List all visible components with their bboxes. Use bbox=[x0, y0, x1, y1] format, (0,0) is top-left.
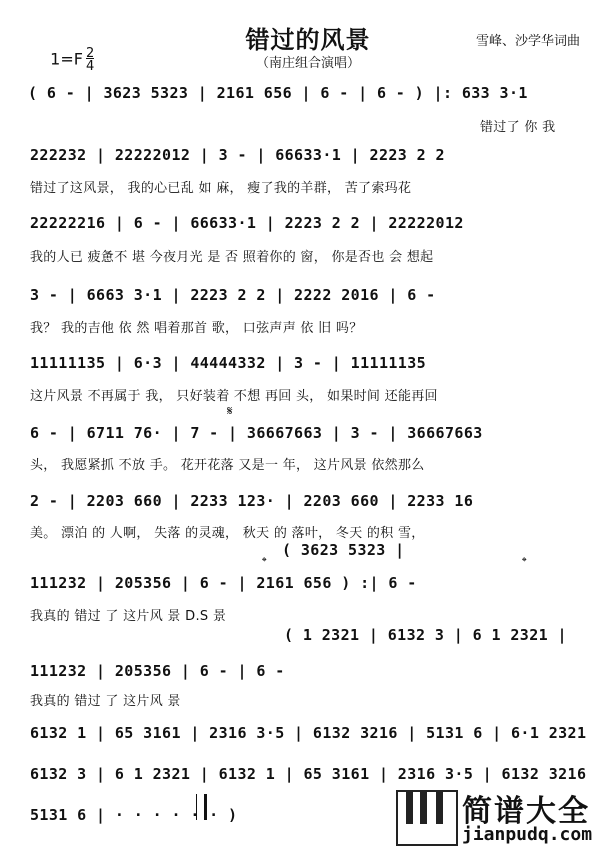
song-subtitle: （南庄组合演唱） bbox=[255, 56, 360, 71]
watermark-url: jianpudq.com bbox=[462, 824, 593, 845]
score-lyrics-line-6: 头， 我愿紧抓 不放 手。 花开花落 又是一 年， 这片风景 依然那么 bbox=[30, 458, 425, 473]
score-above-line-9: ( 1 2321 | 6132 3 | 6 1 2321 | bbox=[284, 626, 567, 644]
score-notes-line-5: 11111135 | 6·3 | 44444332 | 3 - | 11111135 bbox=[30, 354, 427, 372]
score-notes-line-8: 111232 | 205356 | 6 - | 2161 656 ) :| 6 - bbox=[30, 574, 417, 592]
score-notes-line-4: 3 - | 6663 3·1 | 2223 2 2 | 2222 2016 | 6 - bbox=[30, 286, 436, 304]
score-lyrics-line-4: 我？ 我的吉他 依 然 唱着那首 歌， 口弦声声 依 旧 吗？ bbox=[30, 321, 363, 336]
piano-keys-icon bbox=[396, 790, 458, 846]
key-label: 1=F bbox=[50, 49, 83, 69]
score-notes-line-6: 6 - | 6711 76· | 7 - | 36667663 | 3 - | 36667663 bbox=[30, 424, 483, 442]
score-notes-line-2: 222232 | 22222012 | 3 - | 66633·1 | 2223 2 2 bbox=[30, 146, 445, 164]
score-notes-line-1: ( 6 - | 3623 5323 | 2161 656 | 6 - | 6 - ) |: 633 3·1 bbox=[28, 84, 528, 102]
score-above-line-8: ( 3623 5323 | bbox=[282, 541, 405, 559]
coda-mark-1: 𝄌 bbox=[262, 555, 267, 570]
watermark-brand: 简谱大全 bbox=[462, 794, 590, 829]
score-notes-line-12: 5131 6 | · · · · · · ) bbox=[30, 806, 238, 824]
score-notes-line-7: 2 - | 2203 660 | 2233 123· | 2203 660 | 2233 16 bbox=[30, 492, 474, 510]
score-notes-line-10: 6132 1 | 65 3161 | 2316 3·5 | 6132 3216 | 5131 6 | 6·1 2321 bbox=[30, 724, 587, 742]
score-notes-line-9: 111232 | 205356 | 6 - | 6 - bbox=[30, 662, 285, 680]
score-lyrics-line-9: 我真的 错过 了 这片风 景 bbox=[30, 694, 181, 709]
score-lyrics-line-2: 错过了这风景， 我的心已乱 如 麻， 瘦了我的羊群， 苦了索玛花 bbox=[30, 181, 412, 196]
site-watermark bbox=[396, 784, 616, 856]
score-lyrics-line-3: 我的人已 疲惫不 堪 今夜月光 是 否 照着你的 窗， 你是否也 会 想起 bbox=[30, 250, 434, 265]
score-lyrics-line-5: 这片风景 不再属于 我， 只好装着 不想 再回 头， 如果时间 还能再回 bbox=[30, 389, 438, 404]
segno-mark: 𝄋 bbox=[227, 404, 233, 419]
score-lyrics-line-8: 我真的 错过 了 这片风 景 D.S 景 bbox=[30, 609, 227, 624]
final-barline bbox=[196, 794, 207, 820]
time-top: 2 bbox=[85, 46, 95, 61]
score-notes-line-11: 6132 3 | 6 1 2321 | 6132 1 | 65 3161 | 2316 3·5 | 6132 3216 bbox=[30, 765, 587, 783]
score-lyrics-line-1: 错过了 你 我 bbox=[480, 120, 556, 135]
time-bottom: 4 bbox=[85, 59, 95, 74]
coda-mark-2: 𝄌 bbox=[522, 555, 527, 570]
song-credits: 雪峰、沙学华词曲 bbox=[475, 34, 580, 49]
score-lyrics-line-7: 美。 漂泊 的 人啊， 失落 的灵魂， 秋天 的 落叶， 冬天 的积 雪， bbox=[30, 526, 425, 541]
score-notes-line-3: 22222216 | 6 - | 66633·1 | 2223 2 2 | 22222012 bbox=[30, 214, 464, 232]
song-title: 错过的风景 bbox=[245, 26, 371, 54]
